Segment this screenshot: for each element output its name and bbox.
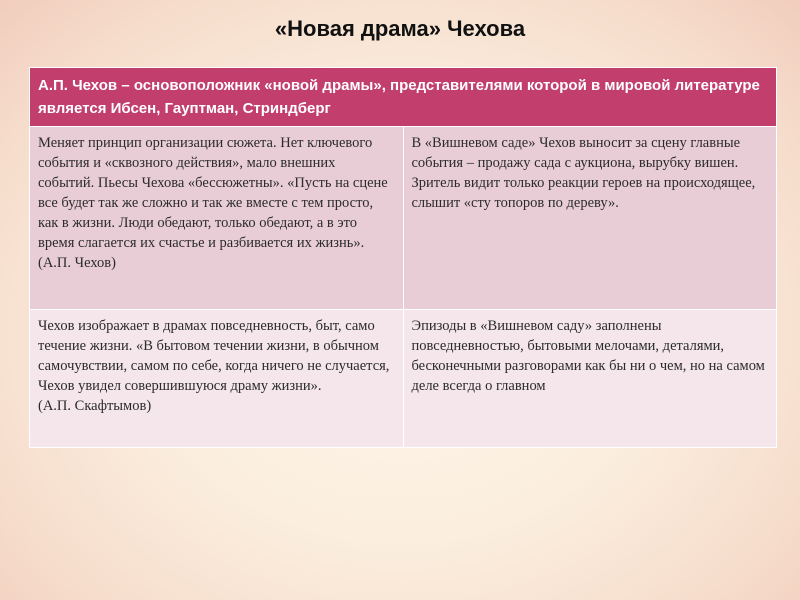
table-row — [30, 127, 777, 310]
slide-title: «Новая драма» Чехова — [274, 16, 526, 41]
row2-left-cell — [30, 310, 404, 448]
table-header-row — [30, 68, 777, 127]
content-table — [29, 67, 777, 448]
table-header-cell: А.П. Чехов – основоположник «новой драмы», представителями которой в мировой литературе является Ибсен, Гауптман, Стриндберг — [30, 68, 777, 127]
row2-left-text: Чехов изображает в драмах повседневность, быт, само течение жизни. «В бытовом течении жизни, в обычном самочувствии, самом по себе, когда ничего не случается, Чехов увидел совершившуюся драму жизни». — [38, 318, 390, 394]
table-row — [30, 310, 777, 448]
row2-left-attribution: (А.П. Скафтымов) — [38, 398, 152, 414]
row1-left-cell: Меняет принцип организации сюжета. Нет ключевого события и «сквозного действия», мало внешних событий. Пьесы Чехова «бессюжетны». «Пусть на сцене все будет так же сложно и так же вместе с тем просто, как в жизни. Люди обедают, только обедают, а в это время слагается их счастье и разбивается их жизнь». (А.П. Чехов) — [30, 127, 404, 310]
row2-right-cell: Эпизоды в «Вишневом саду» заполнены повседневностью, бытовыми мелочами, деталями, бесконечными разговорами как бы ни о чем, но на самом деле всегда о главном — [403, 310, 777, 448]
row1-right-cell: В «Вишневом саде» Чехов выносит за сцену главные события – продажу сада с аукциона, вырубку вишен. Зритель видит только реакции героев на происходящее, слышит «сту топоров по дереву». — [403, 127, 777, 310]
